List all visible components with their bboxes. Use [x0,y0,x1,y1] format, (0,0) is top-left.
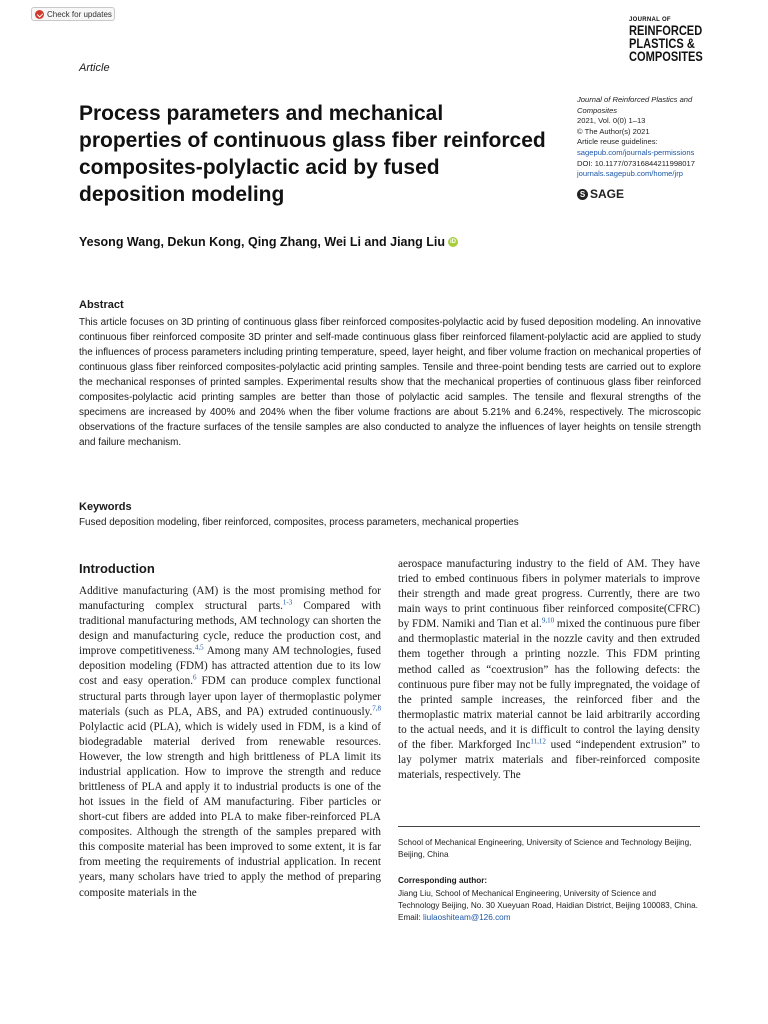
journal-logo-line3: PLASTICS & [629,36,695,51]
citation-link[interactable]: 11,12 [530,737,546,746]
journal-logo-line2: REINFORCED [629,23,703,38]
keywords-text: Fused deposition modeling, fiber reinforced, composites, process parameters, mechanical properties [79,517,519,528]
email-link[interactable]: liulaoshiteam@126.com [423,913,511,923]
author-list: Yesong Wang, Dekun Kong, Qing Zhang, Wei Li and Jiang Liu [79,235,445,249]
check-updates-icon [35,10,44,19]
reuse-link[interactable]: sagepub.com/journals-permissions [577,147,695,157]
email-label: Email: [398,913,424,923]
intro-text: Additive manufacturing (AM) is the most promising method for manufacturing complex structural parts. [79,585,381,613]
introduction-column-2 [398,557,700,783]
intro-text: Polylactic acid (PLA), which is widely used in FDM, is a kind of biodegradable material derived from renewable resources. However, the low strength and high brittleness of PLA limit its industrial application. How to improve the strength and reduce brittleness of PLA and apply it to industrial products is one of the hot issues in the field of AM manufacturing. Fiber particles or short-cut fibers are added into PLA to make fiber-reinforced PLA composites. Although the strength of the samples prepared with this composite material has been improved to some extent, it is far from meeting the requirements of industrial application. In recent years, many scholars have tried to apply the method of preparing composite materials in the [79,720,381,899]
volume-info: 2021, Vol. 0(0) 1–13 [577,116,646,126]
citation-link[interactable]: 7,8 [372,703,381,712]
journal-logo [629,17,709,63]
journal-logo-line4: COMPOSITES [629,49,703,64]
intro-text: aerospace manufacturing industry to the field of AM. They have tried to embed continuous fibers in polymer materials to improve their strength and made great progress. Currently, there are two main ways to print continuous fiber reinforced composite(CFRC) by FDM. Namiki and Tian et al. [398,558,700,631]
corresponding-author-text: Jiang Liu, School of Mechanical Engineering, University of Science and Technology Beijing, No. 30 Xueyuan Road, Haidian District, Beijing 100083, China. [398,889,698,911]
corresponding-author-info [398,888,698,925]
copyright: © The Author(s) 2021 [577,126,650,136]
publication-meta [577,95,717,180]
keywords-heading: Keywords [79,501,132,513]
sage-logo-text: SAGE [590,187,625,201]
check-updates-label: Check for updates [47,9,112,19]
affiliation: School of Mechanical Engineering, University of Science and Technology Beijing, Beijing, China [398,838,692,859]
reuse-label: Article reuse guidelines: [577,137,658,147]
intro-text: Among many AM technologies, fused deposition modeling (FDM) has attracted attention due to its low cost and easy operation. [79,645,381,688]
citation-link[interactable]: 1-3 [282,598,293,607]
intro-text: mixed the continuous pure fiber and thermoplastic material in the nozzle cavity and then extruded them together through a printing nozzle. This FDM printing method called as “coextrusion” has the following defects: the continuous pure fiber may not be fully impregnated, the voidage of the printed sample increases, the reinforced fiber and the thermoplastic matrix material cannot be laid arbitrarily according to the actual needs, and it is difficult to control the laying density of the fiber. Markforged Inc [398,618,700,751]
citation-link[interactable]: 6 [193,673,197,682]
citation-link[interactable]: 4,5 [194,643,204,652]
sage-circle-icon: S [577,189,588,200]
journal-logo-line1: JOURNAL OF [629,17,671,23]
intro-text: FDM can produce complex functional structural parts through layer upon layer of thermoplastic polymer materials (such as PLA, ABS, and PA) extruded continuously. [79,675,381,718]
introduction-heading: Introduction [79,561,155,576]
journal-name: Journal of Reinforced Plastics and Composites [577,95,693,115]
doi: DOI: 10.1177/07316844211998017 [577,158,695,168]
authors [79,235,458,249]
intro-text: Compared with traditional manufacturing methods, AM technology can shorten the design and manufacturing cycle, reduce the production cost, and improve competitiveness. [79,600,381,658]
paper-title: Process parameters and mechanical properties of continuous glass fiber reinforced composites-polylactic acid by fused deposition modeling [79,102,546,206]
article-type: Article [79,62,110,74]
journal-home-link[interactable]: journals.sagepub.com/home/jrp [577,169,683,179]
intro-text: used “independent extrusion” to lay polymer matrix materials and fiber-reinforced composite materials, respectively. The [398,738,700,782]
abstract-heading: Abstract [79,299,124,311]
introduction-column-1 [79,584,381,901]
orcid-icon[interactable]: iD [449,239,456,245]
citation-link[interactable]: 9,10 [541,616,555,625]
check-for-updates-badge[interactable] [31,7,115,21]
corresponding-author-heading: Corresponding author: [398,876,488,885]
footnote-divider [398,826,700,827]
sage-logo [577,187,624,201]
abstract-text: This article focuses on 3D printing of continuous glass fiber reinforced composites-polylactic acid by fused deposition modeling. An innovative continuous fiber reinforced composite 3D printer and self-made continuous glass fiber reinforced filament-polylactic acid are applied to study the influences of process parameters including printing temperature, speed, layer height, and fiber volume fraction on mechanical properties of continuous glass fiber reinforced composites-polylactic acid printing samples. Tensile and three-point bending tests are carried out to explore the mechanical responses of printed samples. Experimental results show that the mechanical properties of continuous glass fiber reinforced composites-polylactic acid printing samples are better than those of polylactic acid samples. The tensile and flexural strengths of the specimens are increased by 400% and 204% when the fiber volume fractions are about 5.21% and 6.24%, respectively. The microscopic observations of the fracture surfaces of the tensile samples are also conducted to analyze the influences of layer heights on tensile strength and failure mechanism. [79,317,701,449]
